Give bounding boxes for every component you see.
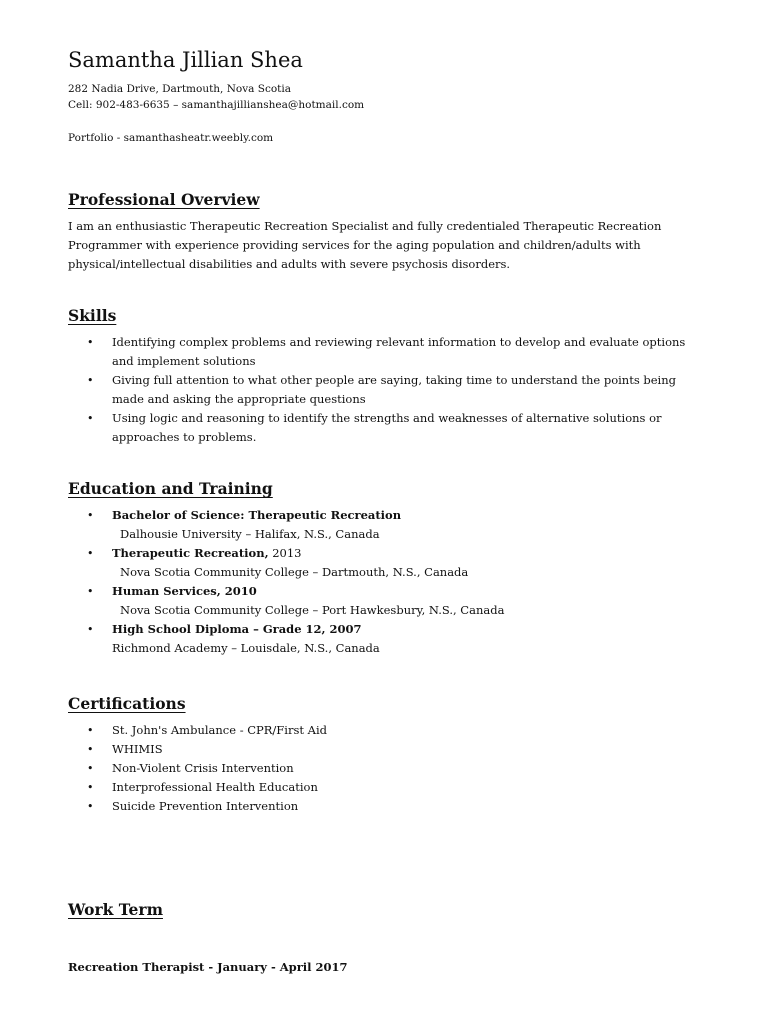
bullet-icon: • (87, 762, 94, 775)
school-place: Nova Scotia Community College – Dartmouth, N.S., Canada (120, 565, 469, 579)
list-item (0, 759, 702, 778)
degree-year: 2013 (268, 546, 302, 560)
work-entry-title: Recreation Therapist - January - April 2017 (68, 960, 348, 974)
bullet-icon: • (87, 585, 94, 598)
degree-title: Human Services, 2010 (112, 584, 257, 598)
overview-text: I am an enthusiastic Therapeutic Recreation Specialist and fully credentialed Therapeutic Recreation Programmer with experience providing services for the aging population and children/adults with physical/intellectual disabilities and adults with severe psychosis disorders. (68, 219, 662, 271)
bullet-icon: • (87, 412, 94, 425)
skill-text: Identifying complex problems and reviewing relevant information to develop and evaluate options and implement solutions (112, 335, 686, 368)
contact-address: 282 Nadia Drive, Dartmouth, Nova Scotia (68, 83, 292, 95)
bullet-icon: • (87, 509, 94, 522)
list-item (0, 740, 702, 759)
work-heading: Work Term (68, 900, 163, 919)
education-list (0, 506, 702, 658)
bullet-icon: • (87, 547, 94, 560)
certifications-heading: Certifications (68, 694, 186, 713)
bullet-icon: • (87, 336, 94, 349)
school-place: Richmond Academy – Louisdale, N.S., Canada (112, 641, 380, 655)
list-item (0, 506, 702, 544)
degree-title: High School Diploma – Grade 12, 2007 (112, 622, 362, 636)
list-item (0, 409, 702, 447)
list-item (0, 797, 702, 816)
list-item (0, 721, 702, 740)
degree-title: Therapeutic Recreation, (112, 546, 269, 560)
certification-text: Interprofessional Health Education (112, 780, 318, 794)
certifications-list (0, 721, 702, 816)
certification-text: Non-Violent Crisis Intervention (112, 761, 294, 775)
list-item (0, 778, 702, 797)
bullet-icon: • (87, 724, 94, 737)
certification-text: St. John's Ambulance - CPR/First Aid (112, 723, 327, 737)
list-item (0, 544, 702, 582)
skill-text: Using logic and reasoning to identify the strengths and weaknesses of alternative solutions or approaches to problems. (112, 411, 662, 444)
education-heading: Education and Training (68, 479, 273, 498)
overview-heading: Professional Overview (68, 190, 260, 209)
bullet-icon: • (87, 743, 94, 756)
bullet-icon: • (87, 800, 94, 813)
school-place: Dalhousie University – Halifax, N.S., Canada (120, 527, 380, 541)
skill-text: Giving full attention to what other people are saying, taking time to understand the points being made and asking the appropriate questions (112, 373, 676, 406)
degree-title: Bachelor of Science: Therapeutic Recreation (112, 508, 402, 522)
school-place: Nova Scotia Community College – Port Hawkesbury, N.S., Canada (120, 603, 505, 617)
list-item (0, 371, 702, 409)
list-item (0, 582, 702, 620)
certification-text: WHIMIS (112, 742, 163, 756)
skills-list (0, 333, 702, 447)
list-item (0, 333, 702, 371)
resume-name: Samantha Jillian Shea (68, 48, 303, 72)
contact-portfolio: Portfolio - samanthasheatr.weebly.com (68, 132, 274, 144)
certification-text: Suicide Prevention Intervention (112, 799, 299, 813)
bullet-icon: • (87, 623, 94, 636)
skills-heading: Skills (68, 306, 117, 325)
bullet-icon: • (87, 781, 94, 794)
bullet-icon: • (87, 374, 94, 387)
contact-cell-email: Cell: 902-483-6635 – samanthajillianshea@hotmail.com (68, 99, 365, 111)
list-item (0, 620, 702, 658)
